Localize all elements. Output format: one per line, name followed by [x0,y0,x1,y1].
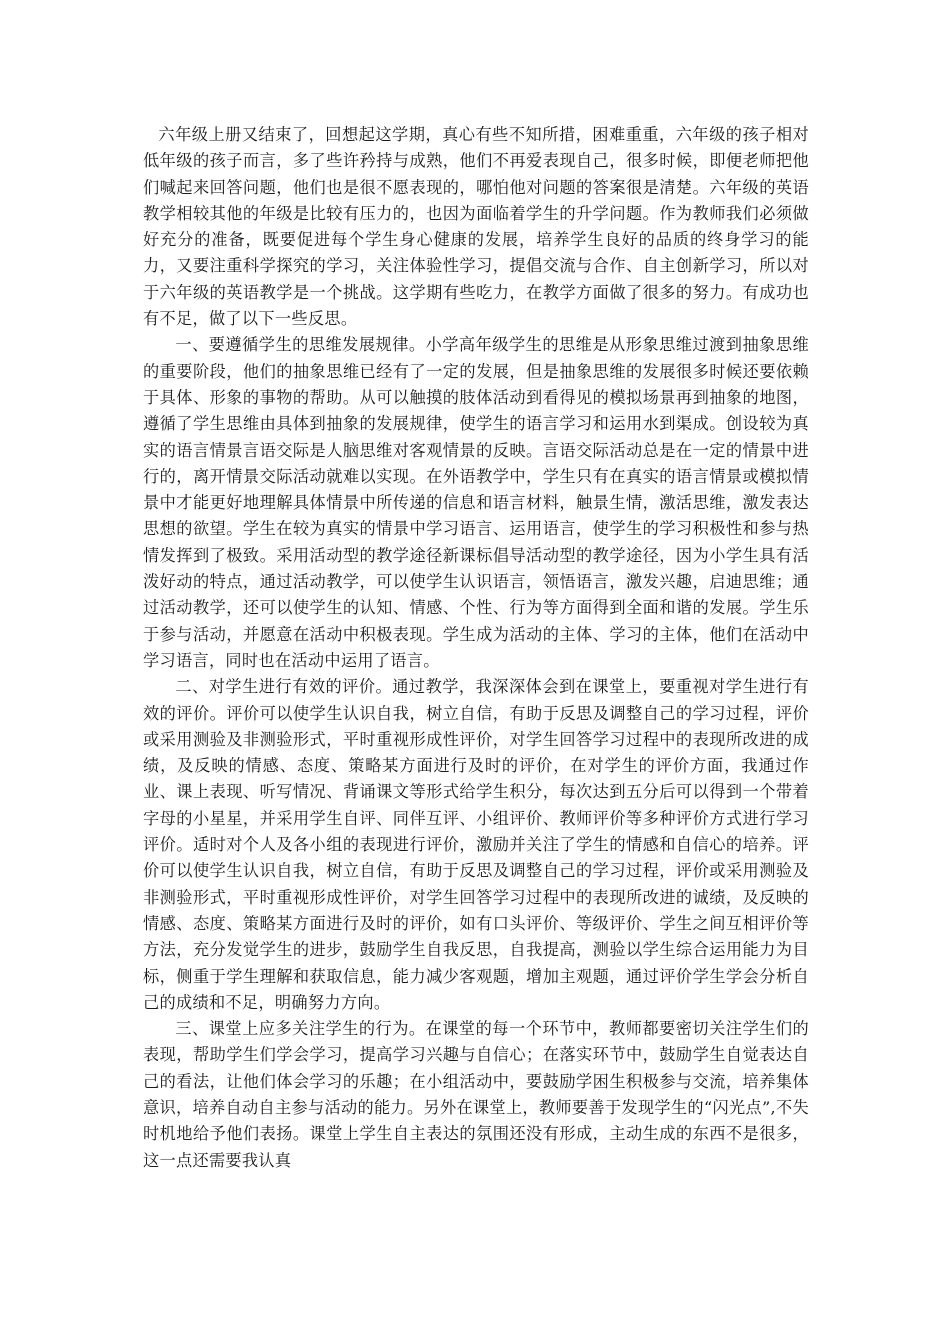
section-two-paragraph: 二、对学生进行有效的评价。通过教学，我深深体会到在课堂上，要重视对学生进行有效的评价。评价可以使学生认识自我，树立自信，有助于反思及调整自己的学习过程，评价或采用测验及非测验形式，平时重视形成性评价，对学生回答学习过程中的表现所改进的成绩，及反映的情感、态度、策略某方面进行及时的评价，在对学生的评价方面，我通过作业、课上表现、听写情况、背诵课文等形式给学生积分，每次达到五分后可以得到一个带着字母的小星星，并采用学生自评、同伴互评、小组评价、教师评价等多种评价方式进行学习评价。适时对个人及各小组的表现进行评价，激励并关注了学生的情感和自信心的培养。评价可以使学生认识自我，树立自信，有助于反思及调整自己的学习过程，评价或采用测验及非测验形式，平时重视形成性评价，对学生回答学习过程中的表现所改进的诚绩，及反映的情感、态度、策略某方面进行及时的评价，如有口头评价、等级评价、学生之间互相评价等方法，充分发觉学生的进步，鼓励学生自我反思，自我提高，测验以学生综合运用能力为目标，侧重于学生理解和获取信息，能力减少客观题，增加主观题，通过评价学生学会分析自己的成绩和不足，明确努力方向。 [143,677,809,1012]
section-one-paragraph: 一、要遵循学生的思维发展规律。小学高年级学生的思维是从形象思维过渡到抽象思维的重要阶段，他们的抽象思维已经有了一定的发展，但是抽象思维的发展很多时候还要依赖于具体、形象的事物的帮助。从可以触摸的肢体活动到看得见的模拟场景再到抽象的地图，遵循了学生思维由具体到抽象的发展规律，使学生的语言学习和运用水到渠成。创设较为真实的语言情景言语交际是人脑思维对客观情景的反映。言语交际活动总是在一定的情景中进行的，离开情景交际活动就难以实现。在外语教学中，学生只有在真实的语言情景或模拟情景中才能更好地理解具体情景中所传递的信息和语言材料，触景生情，激活思维，激发表达思想的欲望。学生在较为真实的情景中学习语言、运用语言，使学生的学习积极性和参与热情发挥到了极致。采用活动型的教学途径新课标倡导活动型的教学途径，因为小学生具有活泼好动的特点，通过活动教学，可以使学生认识语言，领悟语言，激发兴趣，启迪思维；通过活动教学，还可以使学生的认知、情感、个性、行为等方面得到全面和谐的发展。学生乐于参与活动，并愿意在活动中积极表现。学生成为活动的主体、学习的主体，他们在活动中学习语言，同时也在活动中运用了语言。 [143,335,809,670]
intro-paragraph: 六年级上册又结束了，回想起这学期，真心有些不知所措，困难重重，六年级的孩子相对低年级的孩子而言，多了些许矜持与成熟，他们不再爱表现自己，很多时候，即便老师把他们喊起来回答问题，他们也是很不愿表现的，哪怕他对问题的答案很是清楚。六年级的英语教学相较其他的年级是比较有压力的，也因为面临着学生的升学问题。作为教师我们必须做好充分的准备，既要促进每个学生身心健康的发展，培养学生良好的品质的终身学习的能力，又要注重科学探究的学习，关注体验性学习，提倡交流与合作、自主创新学习，所以对于六年级的英语教学是一个挑战。这学期有些吃力，在教学方面做了很多的努力。有成功也有不足，做了以下一些反思。 [143,125,809,329]
document-body [143,122,809,1174]
section-three-paragraph: 三、课堂上应多关注学生的行为。在课堂的每一个环节中，教师都要密切关注学生们的表现，帮助学生们学会学习，提高学习兴趣与自信心；在落实环节中，鼓励学生自觉表达自己的看法，让他们体会学习的乐趣；在小组活动中，要鼓励学困生积极参与交流，培养集体意识，培养自动自主参与活动的能力。另外在课堂上，教师要善于发现学生的“闪光点”,不失时机地给予他们表扬。课堂上学生自主表达的氛围还没有形成，主动生成的东西不是很多，这一点还需要我认真 [143,1019,809,1170]
